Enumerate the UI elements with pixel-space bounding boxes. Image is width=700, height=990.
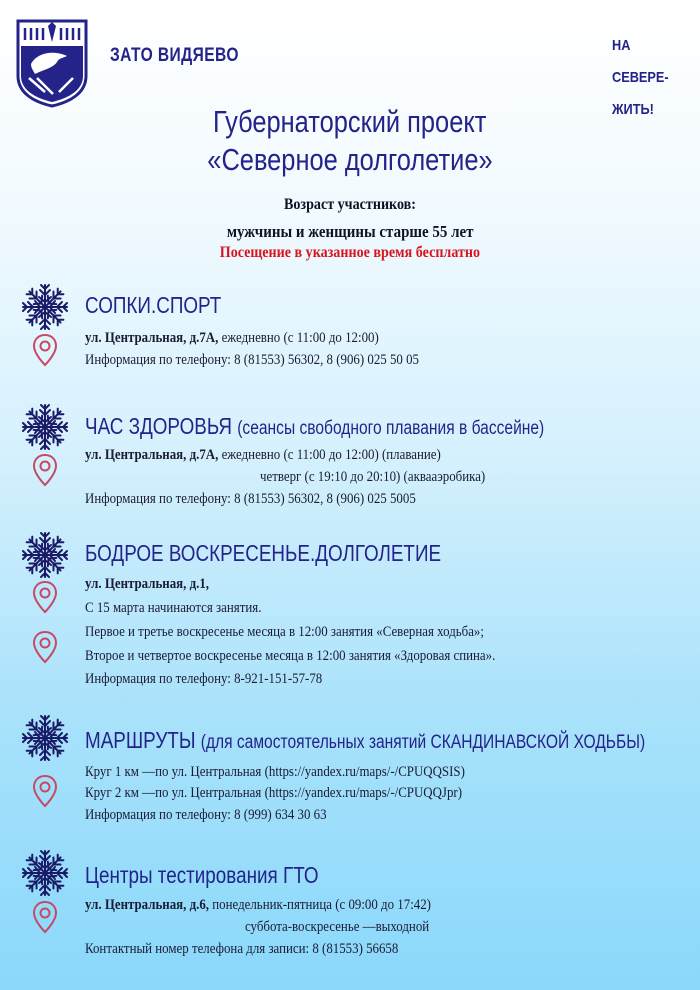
route-link[interactable]: Круг 2 км —по ул. Центральная (https://yandex.ru/maps/-/CPUQQJpr) bbox=[85, 785, 463, 801]
free-note: Посещение в указанное время бесплатно bbox=[219, 244, 481, 261]
snowflake-icon bbox=[20, 402, 70, 452]
location-pin-icon bbox=[32, 580, 58, 614]
age-label: Возраст участников: bbox=[284, 196, 416, 213]
section-title: Центры тестирования ГТО bbox=[85, 862, 319, 888]
info-line: Второе и четвертое воскресенье месяца в 12:00 занятия «Здоровая спина». bbox=[85, 648, 496, 664]
age-value: мужчины и женщины старше 55 лет bbox=[226, 222, 474, 241]
section-title: БОДРОЕ ВОСКРЕСЕНЬЕ.ДОЛГОЛЕТИЕ bbox=[85, 540, 442, 566]
slogan-line: НА bbox=[612, 37, 631, 54]
section-title: МАРШРУТЫ (для самостоятельных занятий СКАНДИНАВСКОЙ ХОДЬБЫ) bbox=[85, 727, 646, 753]
schedule: понедельник-пятница (с 09:00 до 17:42) bbox=[212, 897, 431, 913]
section-address-line bbox=[85, 897, 431, 914]
page-subtitle: «Северное долголетие» bbox=[207, 142, 493, 177]
section-subtitle: (сеансы свободного плавания в бассейне) bbox=[237, 418, 545, 439]
phone-info: Контактный номер телефона для записи: 8 (81553) 56658 bbox=[85, 941, 399, 957]
org-name: ЗАТО ВИДЯЕВО bbox=[110, 45, 239, 66]
section-address-line bbox=[85, 576, 209, 593]
section-subtitle: (для самостоятельных занятий СКАНДИНАВСКОЙ ХОДЬБЫ) bbox=[200, 732, 646, 753]
location-pin-icon bbox=[32, 453, 58, 487]
slogan-line: ЖИТЬ! bbox=[612, 101, 654, 118]
phone-info: Информация по телефону: 8 (999) 634 30 63 bbox=[85, 807, 327, 823]
location-pin-icon bbox=[32, 900, 58, 934]
snowflake-icon bbox=[20, 530, 70, 580]
section-address-line bbox=[85, 330, 379, 347]
schedule-secondary: четверг (с 19:10 до 20:10) (аквааэробика) bbox=[260, 469, 486, 485]
location-pin-icon bbox=[32, 333, 58, 367]
schedule: ежедневно (с 11:00 до 12:00) (плавание) bbox=[221, 447, 441, 463]
location-pin-icon bbox=[32, 630, 58, 664]
location-pin-icon bbox=[32, 774, 58, 808]
address: ул. Центральная, д.6, bbox=[85, 897, 210, 913]
phone-info: Информация по телефону: 8 (81553) 56302, 8 (906) 025 5005 bbox=[85, 491, 416, 507]
snowflake-icon bbox=[20, 848, 70, 898]
address: ул. Центральная, д.1, bbox=[85, 576, 210, 592]
snowflake-icon bbox=[20, 282, 70, 332]
coat-of-arms-icon bbox=[15, 18, 89, 108]
slogan-line: СЕВЕРЕ- bbox=[612, 69, 669, 86]
info-line: С 15 марта начинаются занятия. bbox=[85, 600, 262, 616]
route-link[interactable]: Круг 1 км —по ул. Центральная (https://yandex.ru/maps/-/CPUQQSIS) bbox=[85, 764, 465, 780]
page-title: Губернаторский проект bbox=[213, 104, 487, 139]
address: ул. Центральная, д.7А, bbox=[85, 447, 219, 463]
info-line: Первое и третье воскресенье месяца в 12:00 занятия «Северная ходьба»; bbox=[85, 624, 484, 640]
schedule: ежедневно (с 11:00 до 12:00) bbox=[221, 330, 379, 346]
schedule-secondary: суббота-воскресенье —выходной bbox=[245, 919, 430, 935]
phone-info: Информация по телефону: 8 (81553) 56302, 8 (906) 025 50 05 bbox=[85, 352, 420, 368]
phone-info: Информация по телефону: 8-921-151-57-78 bbox=[85, 671, 323, 687]
section-address-line bbox=[85, 447, 441, 464]
address: ул. Центральная, д.7А, bbox=[85, 330, 219, 346]
snowflake-icon bbox=[20, 713, 70, 763]
section-title: СОПКИ.СПОРТ bbox=[85, 292, 222, 318]
section-title: ЧАС ЗДОРОВЬЯ (сеансы свободного плавания в бассейне) bbox=[85, 413, 545, 439]
